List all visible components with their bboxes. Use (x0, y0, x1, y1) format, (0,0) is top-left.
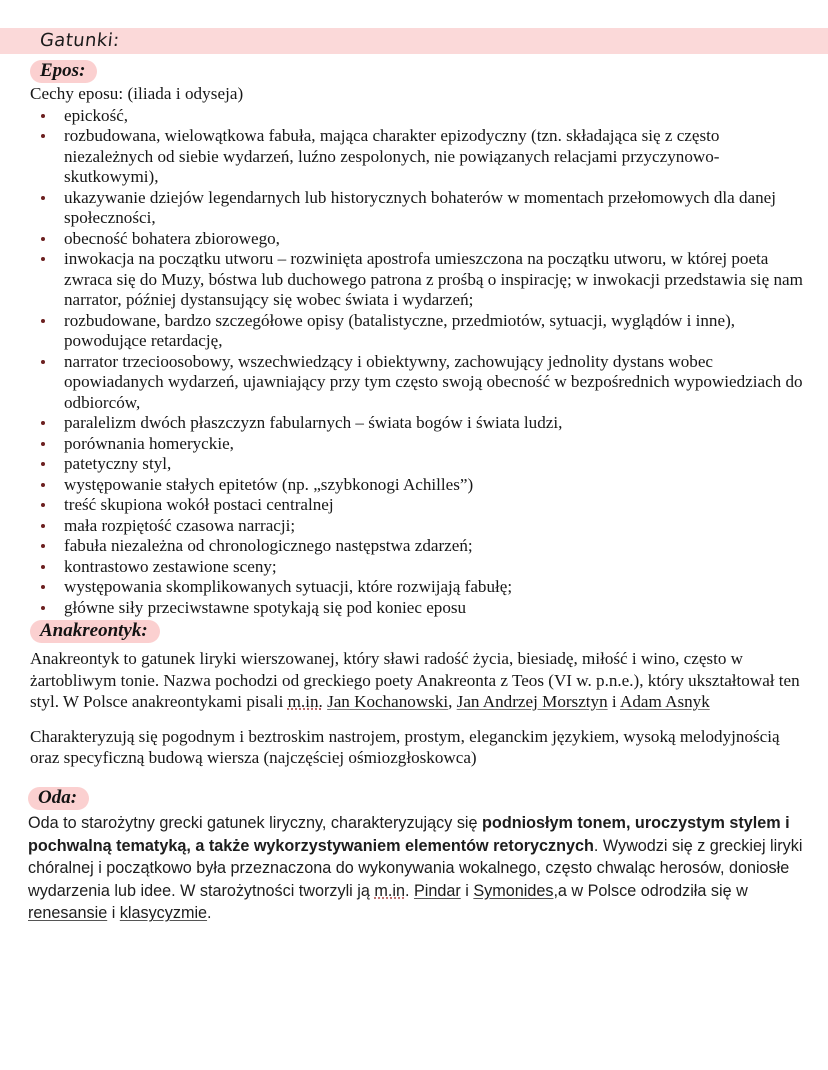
text-run: i (460, 881, 474, 900)
list-item: główne siły przeciwstawne spotykają się pod koniec eposu (30, 598, 805, 619)
list-item: fabuła niezależna od chronologicznego następstwa zdarzeń; (30, 536, 805, 557)
emphasis-text: podniosłym tonem, uroczystym stylem i pochwalną tematyką, a także wykorzystywaniem elementów retorycznych (28, 814, 790, 855)
oda-content (28, 812, 808, 925)
list-item: występowanie stałych epitetów (np. „szybkonogi Achilles”) (30, 475, 805, 496)
oda-paragraph (28, 812, 808, 925)
text-run: , (448, 692, 457, 711)
section-heading-anakreontyk (30, 620, 160, 643)
text-run: i (107, 904, 120, 923)
epos-content (30, 84, 805, 618)
list-item: patetyczny styl, (30, 454, 805, 475)
list-item: epickość, (30, 106, 805, 127)
link-adam-asnyk[interactable]: Adam Asnyk (620, 692, 710, 711)
text-run: i (607, 692, 620, 711)
section-heading-oda (28, 787, 89, 810)
list-item: inwokacja na początku utworu – rozwinięta apostrofa umieszczona na początku utworu, w której poeta zwraca się do Muzy, bóstwa lub duchowego patrona z prośbą o inspirację; w inwokacji przedstawia się nam narrator, później dystansujący się wobec świata i wydarzeń; (30, 249, 805, 311)
link-klasycyzmie[interactable]: klasycyzmie (119, 904, 208, 923)
list-item: mała rozpiętość czasowa narracji; (30, 516, 805, 537)
spellcheck-text-min: m.in (374, 881, 405, 900)
list-item: paralelizm dwóch płaszczyzn fabularnych – świata bogów i świata ludzi, (30, 413, 805, 434)
text-run: . Wywodzi się z greckiej liryki chóralnej i początkowo była przeznaczona do wykonywania wokalnego, często chwaląc herosów, doniosłe wydarzenia lub idee. W starożytności tworzyli ją (28, 836, 803, 900)
text-run: ,a w Polsce odrodziła się w (553, 881, 748, 900)
list-item: ukazywanie dziejów legendarnych lub historycznych bohaterów w momentach przełomowych dla danej społeczności, (30, 188, 805, 229)
list-item: porównania homeryckie, (30, 434, 805, 455)
page-title: Gatunki: (38, 30, 121, 51)
anakreontyk-heading-pill: Anakreontyk: (30, 620, 160, 643)
text-run: . (404, 881, 414, 900)
anakreontyk-paragraph-2: Charakteryzują się pogodnym i beztroskim nastrojem, prostym, eleganckim językiem, wysoką melodyjnością oraz specyficzną budową wiersza (najczęściej ośmiozgłoskowca) (30, 726, 780, 767)
list-item: narrator trzecioosobowy, wszechwiedzący i obiektywny, zachowujący jednolity dystans wobec opowiadanych wydarzeń, ujawniający przy tym często swoją obecność w bezpośrednich wypowiedziach do odbiorców, (30, 352, 805, 414)
list-item: rozbudowana, wielowątkowa fabuła, mająca charakter epizodyczny (tzn. składająca się z często niezależnych od siebie wydarzeń, luźno zespolonych, nie powiązanych relacjami przyczynowo-skutkowymi), (30, 126, 805, 188)
list-item: treść skupiona wokół postaci centralnej (30, 495, 805, 516)
epos-intro-line: Cechy eposu: (iliada i odyseja) (30, 84, 244, 103)
text-run: Oda to starożytny grecki gatunek liryczny, charakteryzujący się (28, 814, 483, 832)
link-renesansie[interactable]: renesansie (28, 904, 108, 923)
epos-heading-pill: Epos: (30, 60, 97, 83)
link-jan-kochanowski[interactable]: Jan Kochanowski (327, 692, 449, 711)
text-run: . (207, 904, 212, 923)
link-pindar[interactable]: Pindar (413, 881, 461, 900)
link-symonides[interactable]: Symonides (473, 881, 554, 900)
list-item: występowania skomplikowanych sytuacji, które rozwijają fabułę; (30, 577, 805, 598)
list-item: rozbudowane, bardzo szczegółowe opisy (batalistyczne, przedmiotów, sytuacji, wyglądów i inne), powodujące retardację, (30, 311, 805, 352)
list-item: kontrastowo zestawione sceny; (30, 557, 805, 578)
oda-heading-pill: Oda: (28, 787, 89, 810)
anakreontyk-content (30, 648, 805, 769)
section-heading-epos (30, 60, 97, 83)
list-item: obecność bohatera zbiorowego, (30, 229, 805, 250)
epos-feature-list (30, 106, 805, 619)
link-jan-andrzej-morsztyn[interactable]: Jan Andrzej Morsztyn (456, 692, 608, 711)
text-run: Anakreontyk to gatunek liryki wierszowanej, który sławi radość życia, biesiadę, miłość i wino, często w żartobliwym tonie. Nazwa pochodzi od greckiego poety Anakreonta z Teos (VI w. p.n.e.), który ukształtował ten styl. W Polsce anakreontykami pisali (30, 649, 800, 711)
spellcheck-text-min: m.in. (287, 692, 323, 711)
anakreontyk-paragraph-1 (30, 648, 805, 713)
gatunki-highlight-bar (0, 28, 828, 54)
